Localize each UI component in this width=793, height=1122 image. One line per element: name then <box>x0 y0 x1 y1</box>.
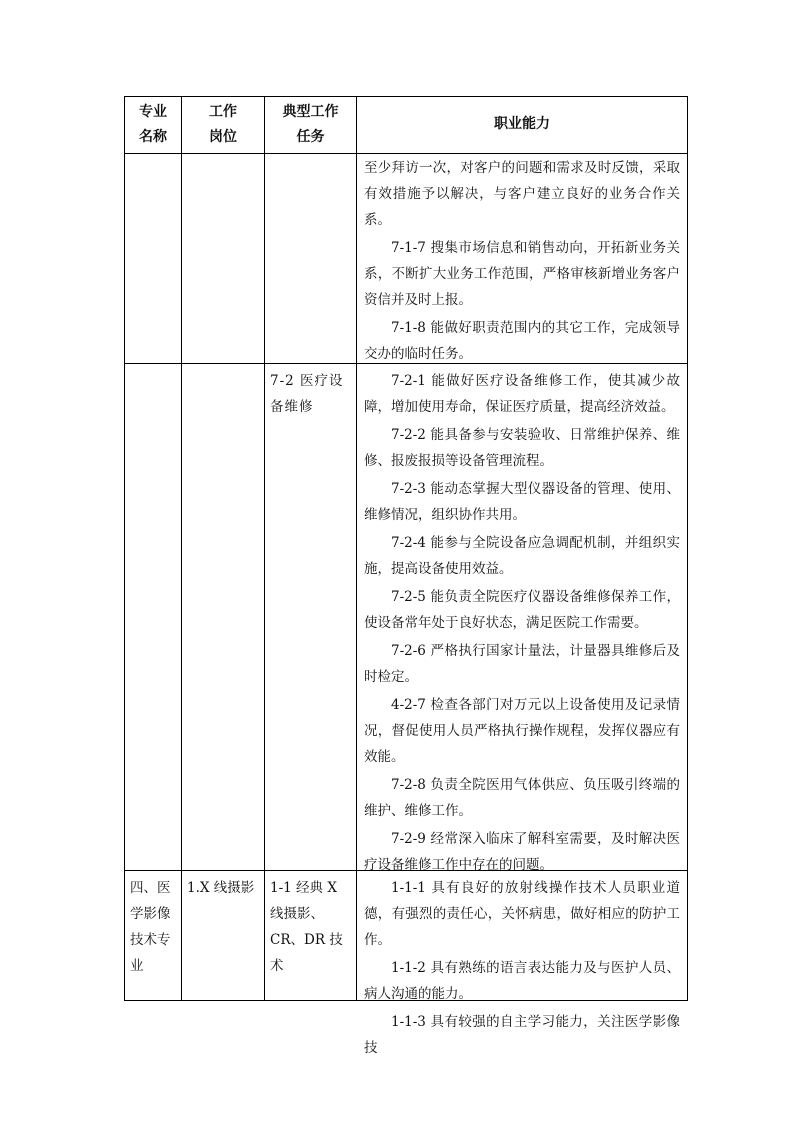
ability-cell-sec1 <box>364 368 680 878</box>
ability-item: 7-2-3 能动态掌握大型仪器设备的管理、使用、维修情况，组织协作共用。 <box>364 481 680 523</box>
ability-item: 7-2-2 能具备参与安装验收、日常维护保养、维修、报废报损等设备管理流程。 <box>364 427 680 469</box>
ability-item: 7-2-1 能做好医疗设备维修工作，使其减少故障，增加使用寿命，保证医疗质量，提高经济效益。 <box>364 373 680 415</box>
task-cell-sec2: 1-1 经典 X 线摄影、CR、DR 技术 <box>270 880 343 974</box>
ability-item: 1-1-3 具有较强的自主学习能力，关注医学影像技 <box>364 1014 680 1056</box>
ability-item: 7-2-4 能参与全院设备应急调配机制，并组织实施，提高设备使用效益。 <box>364 535 680 577</box>
header-major: 专业 名称 <box>139 104 167 145</box>
ability-cell-sec2 <box>364 875 680 1061</box>
ability-item: 1-1-1 具有良好的放射线操作技术人员职业道德，有强烈的责任心，关怀病患，做好相应的防护工作。 <box>364 880 680 948</box>
ability-item: 7-2-9 经常深入临床了解科室需要，及时解决医疗设备维修工作中存在的问题。 <box>364 831 680 873</box>
ability-item: 7-1-8 能做好职责范围内的其它工作，完成领导交办的临时任务。 <box>364 320 680 362</box>
ability-cell-sec0 <box>364 155 680 367</box>
ability-item: 至少拜访一次，对客户的问题和需求及时反馈，采取有效措施予以解决，与客户建立良好的业务合作关系。 <box>364 160 680 228</box>
ability-item: 7-2-5 能负责全院医疗仪器设备维修保养工作，使设备常年处于良好状态，满足医院工作需要。 <box>364 589 680 631</box>
task-cell-sec1: 7-2 医疗设备维修 <box>270 373 344 415</box>
post-cell-sec2: 1.X 线摄影 <box>187 880 255 896</box>
ability-item: 4-2-7 检查各部门对万元以上设备使用及记录情况，督促使用人员严格执行操作规程，发挥仪器应有效能。 <box>364 697 680 765</box>
header-task: 典型工作 任务 <box>282 104 339 145</box>
header-ability: 职业能力 <box>494 116 550 132</box>
ability-item: 7-2-6 严格执行国家计量法，计量器具维修后及时检定。 <box>364 643 680 685</box>
header-post: 工作 岗位 <box>209 104 237 145</box>
major-cell-sec2: 四、医学影像技术专业 <box>130 880 171 974</box>
ability-item: 7-2-8 负责全院医用气体供应、负压吸引终端的维护、维修工作。 <box>364 777 680 819</box>
ability-item: 1-1-2 具有熟练的语言表达能力及与医护人员、病人沟通的能力。 <box>364 960 680 1002</box>
ability-item: 7-1-7 搜集市场信息和销售动向，开拓新业务关系，不断扩大业务工作范围，严格审核新增业务客户资信并及时上报。 <box>364 240 680 308</box>
